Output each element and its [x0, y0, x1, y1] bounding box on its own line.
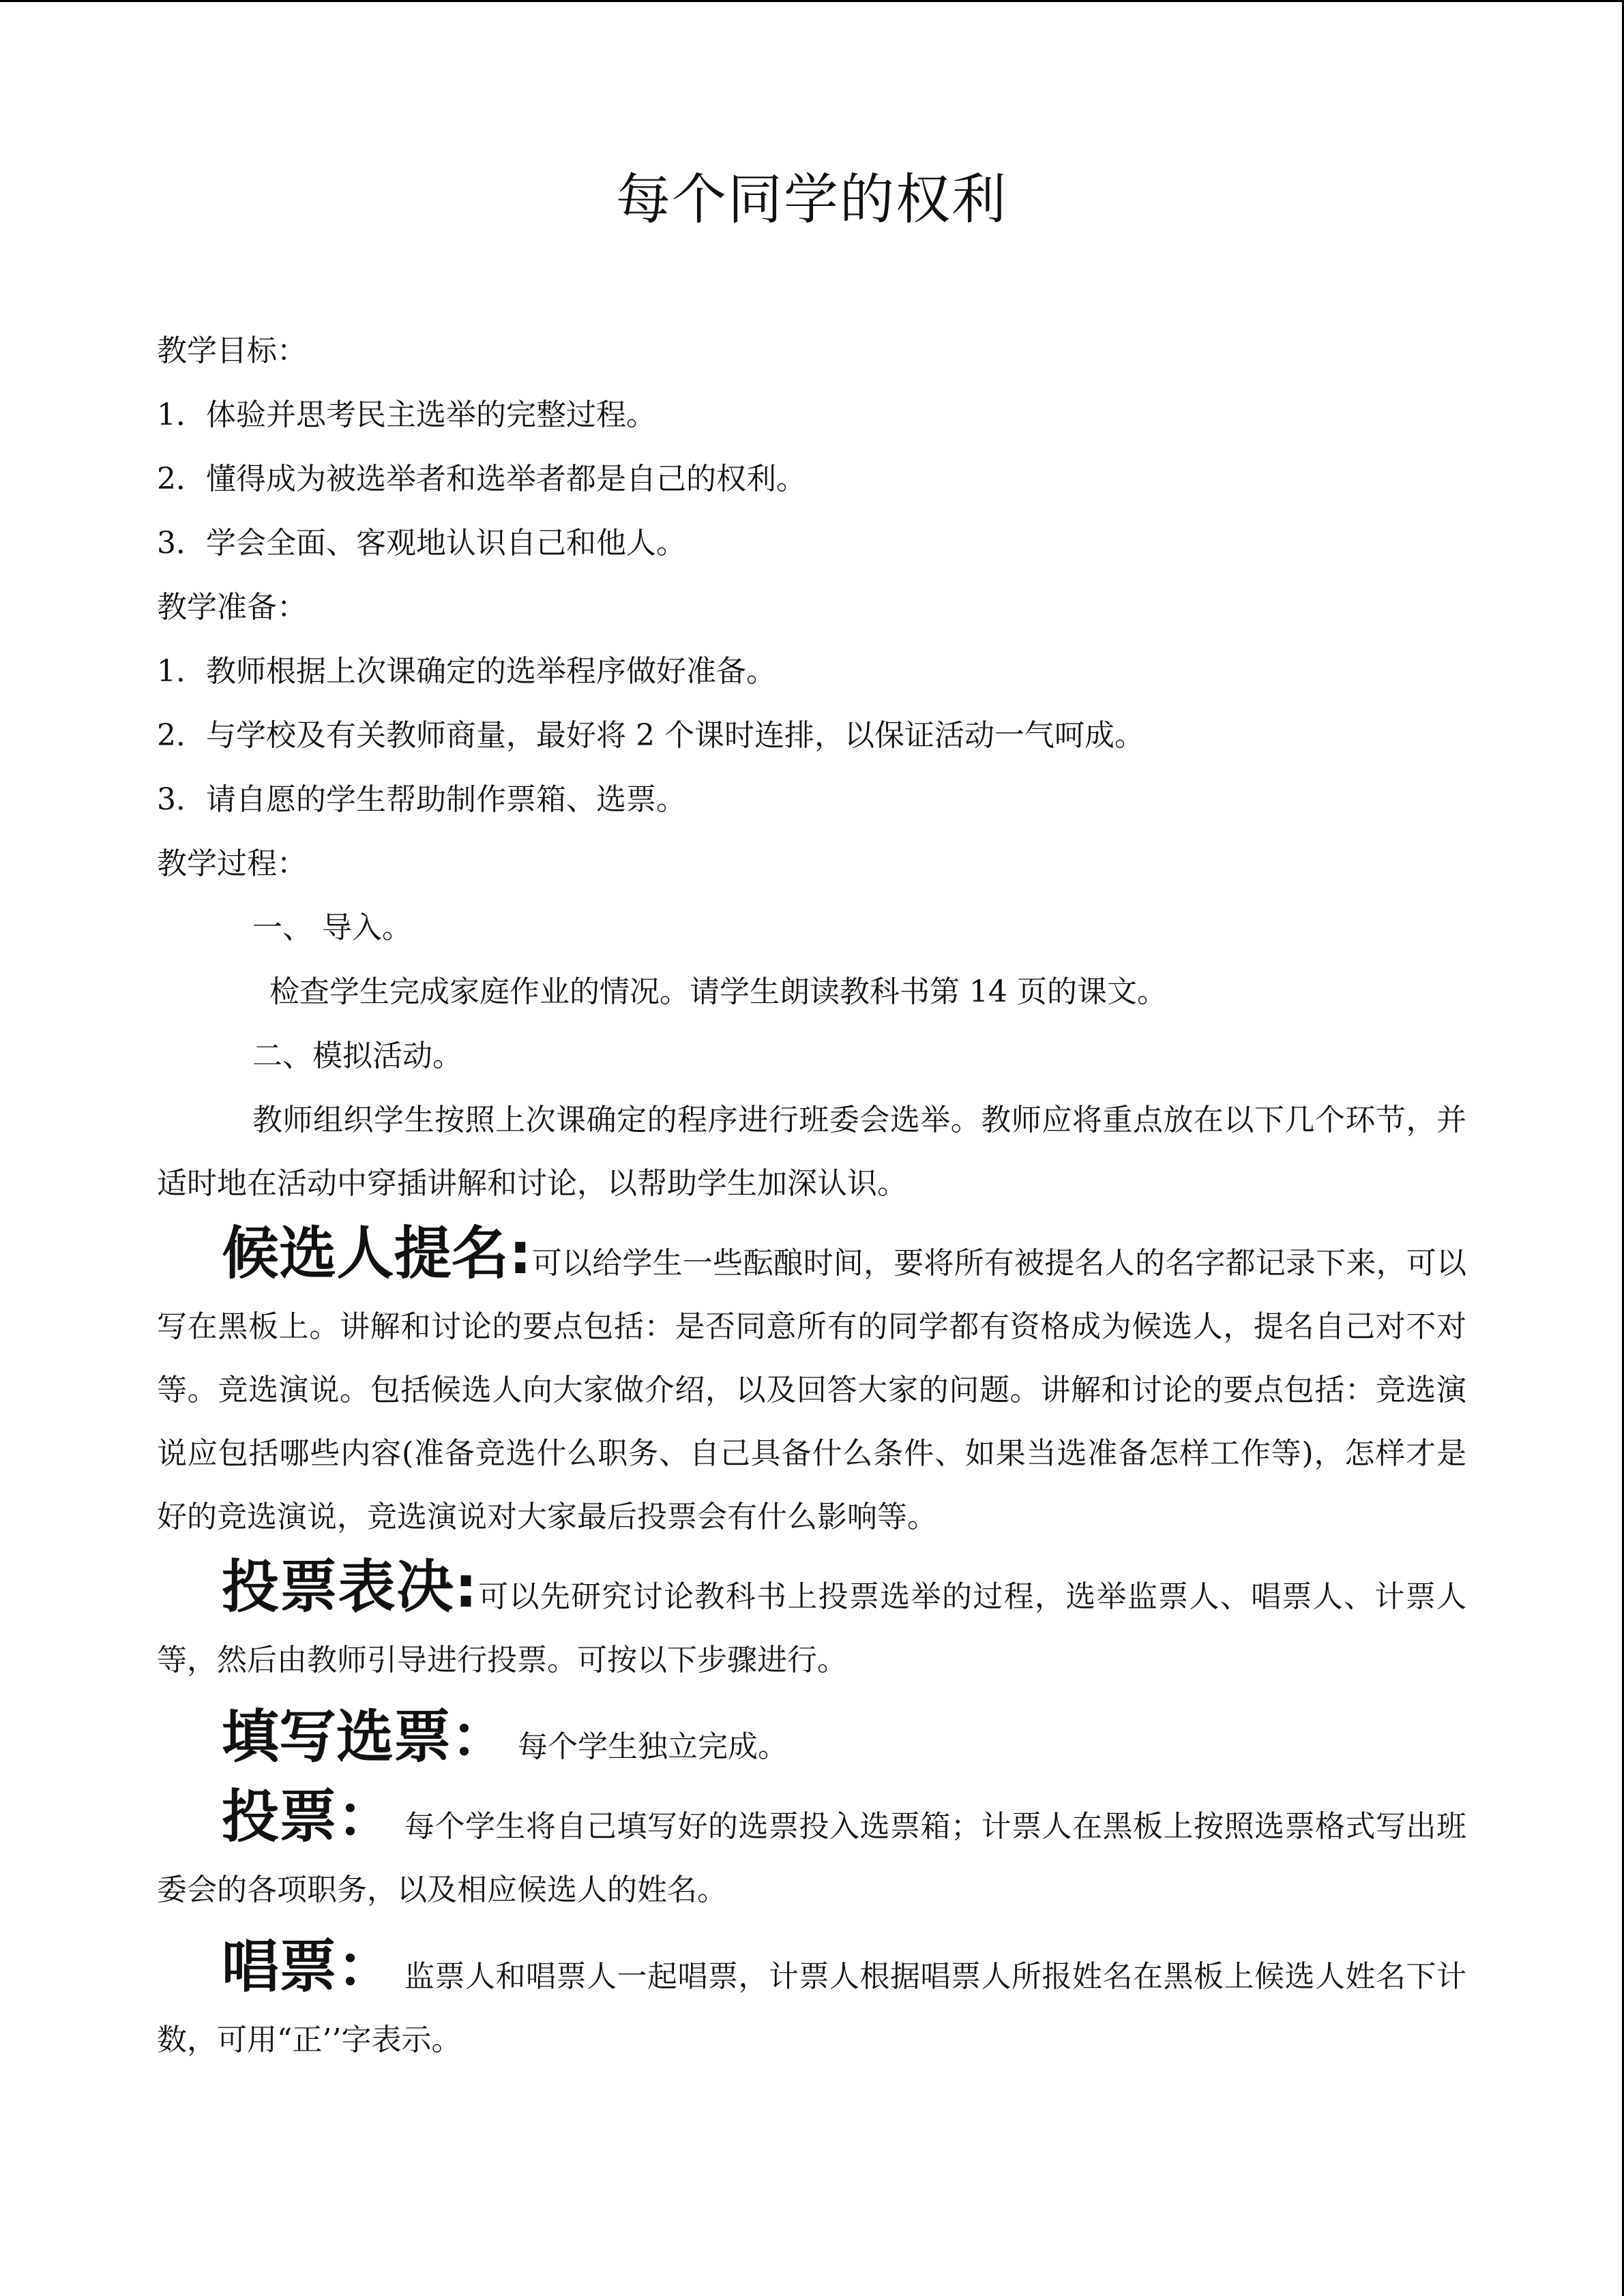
prep-heading: 教学准备： — [157, 590, 307, 625]
prep-item-1: 1．教师根据上次课确定的选举程序做好准备。 — [157, 654, 776, 689]
goal-item-3: 3．学会全面、客观地认识自己和他人。 — [157, 526, 686, 561]
step-nomination-head: 候选人提名: — [222, 1220, 532, 1287]
goals-heading: 教学目标： — [157, 333, 307, 368]
step-fill-ballot-head: 填写选票： — [222, 1703, 509, 1770]
goal-item-2: 2．懂得成为被选举者和选举者都是自己的权利。 — [157, 462, 806, 496]
step-voting — [157, 1553, 1467, 1692]
goal-item-1: 1．体验并思考民主选举的完整过程。 — [157, 398, 656, 432]
step-fill-ballot-text: 每个学生独立完成。 — [508, 1729, 788, 1764]
step-voting-head: 投票表决: — [222, 1553, 477, 1620]
document-title: 每个同学的权利 — [616, 168, 1007, 231]
document-content — [157, 162, 1466, 2072]
prep-item-3: 3．请自愿的学生帮助制作票箱、选票。 — [157, 782, 686, 817]
section1-heading: 一、 导入。 — [252, 910, 412, 945]
step-count-ballot-head: 唱票： — [222, 1933, 395, 2000]
step-cast-ballot-text: 每个学生将自己填写好的选票投入选票箱；计票人在黑板上按照选票格式写出班委会的各项职务，以及相应候选人的姓名。 — [157, 1809, 1466, 1907]
step-count-ballot — [157, 1933, 1466, 2072]
step-fill-ballot — [157, 1703, 1466, 1778]
section1-text: 检查学生完成家庭作业的情况。请学生朗读教科书第 14 页的课文。 — [269, 974, 1167, 1009]
section2-text: 教师组织学生按照上次课确定的程序进行班委会选举。教师应将重点放在以下几个环节，并适时地在活动中穿插讲解和讨论，以帮助学生加深认识。 — [157, 1103, 1466, 1201]
prep-item-2: 2．与学校及有关教师商量，最好将 2 个课时连排，以保证活动一气呵成。 — [157, 718, 1145, 753]
step-cast-ballot-head: 投票： — [222, 1783, 395, 1850]
section2-heading: 二、模拟活动。 — [252, 1039, 462, 1073]
step-voting-text: 可以先研究讨论教科书上投票选举的过程，选举监票人、唱票人、计票人等，然后由教师引导进行投票。可按以下步骤进行。 — [157, 1579, 1467, 1678]
process-heading: 教学过程： — [157, 846, 307, 881]
step-count-ballot-text: 监票人和唱票人一起唱票，计票人根据唱票人所报姓名在黑板上候选人姓名下计数，可用“正’’字表示。 — [157, 1959, 1466, 2057]
step-nomination-text: 可以给学生一些酝酿时间，要将所有被提名人的名字都记录下来，可以写在黑板上。讲解和讨论的要点包括：是否同意所有的同学都有资格成为候选人，提名自己对不对等。竞选演说。包括候选人向大家做介绍，以及回答大家的问题。讲解和讨论的要点包括：竞选演说应包括哪些内容(准备竞选什么职务、自己具备什么条件、如果当选准备怎样工作等)，怎样才是好的竞选演说，竞选演说对大家最后投票会有什么影响等。 — [157, 1246, 1466, 1534]
step-nomination — [157, 1220, 1466, 1549]
step-cast-ballot — [157, 1783, 1466, 1922]
